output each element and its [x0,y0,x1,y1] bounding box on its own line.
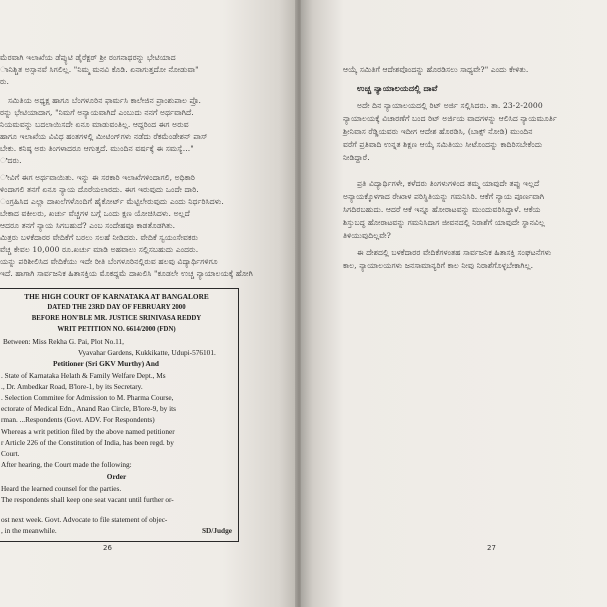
text-line: ಾನಿಶ್ಚಿತ ಅಸ್ಸಾನವೆ ಸಿಗಲಿಲ್ಲ. "ನಿಮ್ಮ ಮನವಿ ಕೊಡಿ. ಏನಾಗುತ್ತದೋ ನೋಡುವಾ" [0,65,199,74]
order-line: Heard the learned counsel for the parties. [1,484,122,493]
respondent-line: ., Dr. Ambedkar Road, B'lore-1, by its Secretary. [1,382,143,391]
text-line: ರು. [0,77,10,86]
text-line: ಮೆರವಾಗಿ ಇಲಾಖೆಯ ಡೆಪ್ಯುಟಿ ಡೈರೆಕ್ಟರ್ ಶ್ರೀ ರಂಗನಾಥರನ್ನು ಭೇಟಿಯಾದ [0,53,176,62]
text-line: ವರೆಗೆ ಪ್ರತಿವಾದಿ ಉನ್ನತ ಶಿಕ್ಷಣ ಆಯ್ಕೆ ಸಮಿತಿಯು ಸೀಟೊಂದನ್ನು ಕಾದಿರಿಸಬೇಕೆಂದು [343,140,543,149]
text-line: ಯನ್ನು ಪರಿಶೀಲಿಸಿದ ವೇದಿಕೆಯು ಇದೇ ರೀತಿ ಬೆಂಗಳೂರಿನಲ್ಲಿರುವ ಹಲವು ವಿದ್ಯಾರ್ಥಿಗಳಿಗೂ [0,257,218,266]
text-line: ಹಾಗೂ ಇಲಾಖೆಯ ವಿವಿಧ ಹಂತಗಳಲ್ಲಿ ಮೀಟಿಂಗ್‌ಗಳು ನಡೆದು ರೆಕಮೆಂಡೇಶನ್ ಪಾಸ್ [0,132,208,141]
bench-line: BEFORE HON'BLE MR. JUSTICE SRINIVASA REDDY [31,315,202,322]
text-line: ಆದರೂ ತನಗೆ ನ್ಯಾಯ ಸಿಗಬಹುದೆ? ಎಂಬ ಸಂದೇಹವೂ ಕಾಡತೊಡಗಿತು. [0,221,176,230]
judge-signature: SD/Judge [201,526,232,535]
respondent-line: After hearing, the Court made the following: [1,460,132,469]
text-line: ಇದೆ. ಹಾಗಾಗಿ ಸಾರ್ವಜನಿಕ ಹಿತಾಸಕ್ತಿಯ ಮೊಕದ್ದಮೆ ದಾಖಲಿಸಿ "ಕೂಡಲೇ ಉಚ್ಚ ನ್ಯಾಯಾಲಯಕ್ಕೆ ಹೋಗಿ [0,269,253,278]
text-line: ಅದೇ ದಿನ ನ್ಯಾಯಾಲಯದಲ್ಲಿ ರಿಟ್ ಅರ್ಜಿ ಸಲ್ಲಿಸಿದರು. ತಾ. 23-2-2000 [357,101,543,110]
court-name: THE HIGH COURT OF KARNATAKA AT BANGALORE [24,292,209,301]
respondent-line: ectorate of Medical Edn., Anand Rao Circle, B'lore-9, by its [1,404,176,413]
between-line: Between: Miss Rekha G. Pai, Plot No.11, [3,337,124,346]
order-line: The respondents shall keep one seat vacant until further or- [1,495,174,504]
respondent-line: Court. [1,449,20,458]
respondent-line: . Selection Commitee for Admission to M. Pharma Course, [1,393,174,402]
text-line: ಸಮಿತಿಯ ಅಧ್ಯಕ್ಷ ಹಾಗೂ ಬೆಂಗಳೂರಿನ ಫಾರ್ಮಸಿ ಕಾಲೇಜಿನ ಪ್ರಾಂಶುಪಾಲ ಪ್ರೊ. [8,96,201,105]
text-line: ರನ್ನು ಭೇಟಿಯಾದಾಗ, "ನಿಮಗೆ ಅನ್ಯಾಯವಾಗಿದೆ ಎಂಬುದು ನನಗೆ ಅರ್ಥವಾಗಿದೆ. [0,108,194,117]
order-line: , in the meanwhile. [1,526,57,535]
text-line: ಮಿತ್ರರು ಬಳಕೆದಾರರ ವೇದಿಕೆಗೆ ಬರಲು ಸಲಹೆ ನೀಡಿದರು. ವೇದಿಕೆ ಸ್ವಯಂಸೇವಕರು [0,233,199,242]
text-line: ಂಗ್ರಹಿಸಿದ ಎಲ್ಲಾ ದಾಖಲೆಗಳೊಂದಿಗೆ ಹೈಕೋರ್ಟ್ ಮೆಟ್ಟಿಲೇರುವುದು ಎಂದು ನಿರ್ಧರಿಸಿದಳು. [0,197,224,206]
page-number-right: 27 [487,544,496,552]
text-line: ಳಿಂದಾಗಲಿ ತನಗೆ ಏನೂ ನ್ಯಾಯ ದೊರೆಯಲಾರದು. ಈಗ ಇರುವುದು ಒಂದೇ ದಾರಿ. [0,185,199,194]
section-heading: ಉಚ್ಚ ನ್ಯಾಯಾಲಯದಲ್ಲಿ ದಾವೆ [357,83,438,93]
text-line: ಪ್ರತಿ ವಿದ್ಯಾರ್ಥಿಗಳೇ, ಕಳೆದರು ತಿಂಗಳುಗಳಿಂದ ತಮ್ಮ ಯಾವುದೇ ತಪ್ಪು ಇಲ್ಲದೆ [357,179,540,188]
text-line: ನೀಡಿದ್ದಾರೆ. [343,153,370,162]
text-line: ಅನ್ಯಾಯಕ್ಕೊಳಗಾದ ರೇಖಾಳ ಪರಿಸ್ಥಿತಿಯನ್ನು ಗಮನಿಸಿರಿ. ಆಕೆಗೆ ನ್ಯಾಯ ಪೂರ್ಣವಾಗಿ [343,192,545,201]
text-line: ಕಾಲ, ನ್ಯಾಯಾಲಯಗಳು ಜನಸಾಮಾನ್ಯರಿಗೆ ಕಾಲ ನೀವು ನಿರಾಶೆಗೊಳ್ಳಬೇಕಾಗಿಲ್ಲ. [343,261,534,270]
text-line: ನಿಯಮವನ್ನು ಬದಲಾಯಿಸದೇ ಏನೂ ಮಾಡುವಂತಿಲ್ಲ. ಆದ್ದರಿಂದ ಈಗ ಅರುವ [0,120,189,129]
text-line: ವೆಚ್ಚ ಕೇವಲ 10,000 ರೂ.ಖರ್ಚು ಮಾಡಿ ಅಹವಾಲು ಸಲ್ಲಿಸಬಹುದು ಎಂದರು. [0,245,199,254]
respondent-line: . State of Karnataka Helath & Family Welfare Dept., Ms [1,371,166,380]
respondent-line: rman. ...Respondents (Govt. ADV. For Respondents) [1,415,155,424]
text-line: ಶಿಸ್ತುಬದ್ಧ ಹೋರಾಟವನ್ನು ಗಮನಿಸಿದಾಗ ಜೀವನದಲ್ಲಿ ನಿರಾಶೆಗೆ ಯಾವುದೇ ಸ್ಥಾನವಿಲ್ಲ [343,218,545,227]
petitioner-line: Petitioner (Sri GKV Murthy) And [53,359,159,368]
address-line: Vyavahar Gardens, Kukkikatte, Udupi-576101. [78,348,216,357]
text-line: ಬೇಕು. ಕನಿಷ್ಠ ಅರು ತಿಂಗಳಾದರೂ ಆಗುತ್ತದೆ. ಮುಂದಿನ ವರ್ಷಕ್ಕೆ ಈ ಸಮಸ್ಯೆ..." [0,144,194,153]
order-date: DATED THE 23RD DAY OF FEBRUARY 2000 [47,304,186,311]
respondent-line: r Article 226 of the Constitution of India, has been regd. by [1,438,174,447]
text-line: ತಿಳಿಯುವುದಿಲ್ಲವೇ? [343,231,391,240]
text-line: ನ್ಯಾಯಾಲಯಕ್ಕೆ ವಿಚಾರಣೆಗೆ ಬಂದ ರಿಟ್ ಅರ್ಜಿಯ ವಾದಗಳನ್ನು ಆಲಿಸಿದ ನ್ಯಾಯಮೂರ್ತಿ [343,114,557,123]
page-number-left: 26 [103,544,112,552]
text-line: ಶ್ರೀನಿವಾಸ ರೆಡ್ಡಿಯವರು ಇದೀಗ ಆದೇಶ ಹೊರಡಿಸಿ, (ಬಾಕ್ಸ್ ನೋಡಿ) ಮುಂದಿನ [343,127,533,136]
respondent-line: Whereas a writ petition filed by the above named petitioner [1,427,175,436]
order-line: ost next week. Govt. Advocate to file statement of objec- [1,515,168,524]
petition-number: WRIT PETITION NO. 6614/2000 (FDN) [57,326,176,333]
order-heading: Order [106,472,127,481]
left-page [0,0,297,607]
text-line: ಸಿಗದಿರಬಹುದು. ಆದರೆ ಆಕೆ ಇನ್ನೂ ಹೋರಾಟವನ್ನು ಮುಂದುವರಿಸಿದ್ದಾಳೆ. ಆಕೆಯ [343,205,541,214]
court-order-box [0,288,239,542]
right-page [301,0,607,607]
text-line: ಆಯ್ಕೆ ಸಮಿತಿಗೆ ಆದೇಶವೊಂದನ್ನು ಹೊರಡಿಸಲು ಸಾಧ್ಯವೇ?" ಎಂದು ಕೇಳಿತು. [343,65,529,74]
text-line: ಬೇಕಾದ ವಕೀಲರು, ಖರ್ಚು ವೆಚ್ಚಗಳ ಬಗ್ಗೆ ಒಂದು ಕ್ಷಣ ಯೋಚಿಸಿದಳು. ಅಲ್ಲದೆ [0,209,190,218]
text-line: ಿದರು. [0,156,22,165]
text-line: ೀವಿಗೆ ಈಗ ಅರ್ಥವಾಯಿತು. ಇನ್ನು ಈ ಸರಕಾರಿ ಇಲಾಖೆಗಳಿಂದಾಗಲಿ, ಅಧಿಕಾರಿ [0,173,196,182]
text-line: ಈ ದೇಶದಲ್ಲಿ ಬಳಕೆದಾರರ ವೇದಿಕೆಗಳಂತಹ ಸಾರ್ವಜನಿಕ ಹಿತಾಸಕ್ತಿ ಸಂಘಟನೆಗಳು [357,248,552,257]
